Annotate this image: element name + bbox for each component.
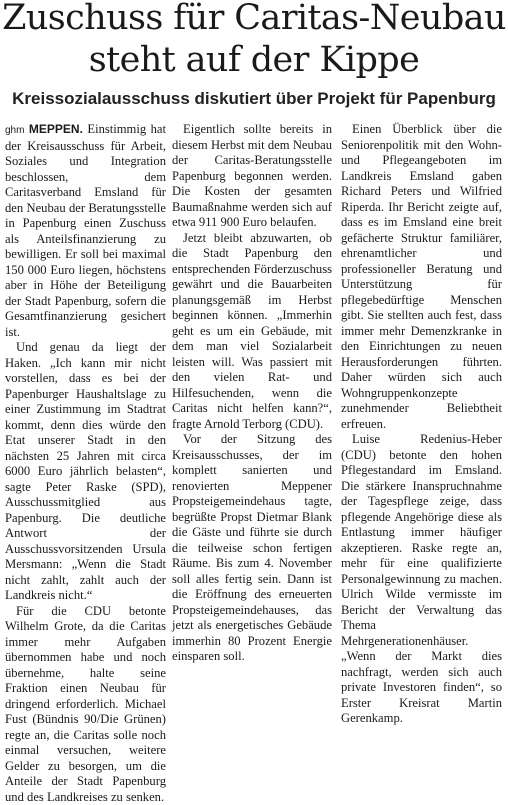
article-lead-paragraph [5,122,166,340]
paragraph-6: Vor der Sitzung des Kreisausschusses, der im komplett sanierten und renovierten Meppener Propsteigemeindehaus tagte, begrüßte Propst Dietmar Blank die Gäste und führte sie durch die teilweise schon fertigen Räume. Bis zum 4. November soll alles fertig sein. Dann ist die Eröffnung des erneuerten Propsteigemeindehauses, das jetzt als energetisches Gebäude immerhin 80 Prozent Energie einsparen soll. [172,432,332,665]
article-column-1 [5,122,166,664]
paragraph-8: Luise Redenius-Heber (CDU) betonte den hohen Pflegestandard im Emsland. Die stärkere Inanspruchnahme der Tagespflege zeige, dass pflegende Angehörige diese als Entlastung immer häufiger akzeptieren. Raske regte an, mehr für eine qualifizierte Personalgewinnung zu machen. Ulrich Wilde vermisste im Bericht der Verwaltung das Thema Mehrgenerationenhäuser. „Wenn der Markt dies nachfragt, werden sich auch private Investoren finden“, so Erster Kreisrat Martin Gerenkamp. [341,432,502,727]
headline-line-1: Zuschuss für Caritas-Neubau [0,0,508,39]
article-column-2 [172,122,332,664]
paragraph-5: Jetzt bleibt abzuwarten, ob die Stadt Papenburg den entsprechenden Förderzuschuss gewährt und die Bauarbeiten planungsgemäß im Herbst beginnen können. „Immerhin geht es um ein Gebäude, mit dem man viel Sozialarbeit leisten will. Was passiert mit den vielen Rat- und Hilfesuchenden, wenn die Caritas nicht helfen kann?“, fragte Arnold Terborg (CDU). [172,231,332,433]
paragraph-7: Einen Überblick über die Seniorenpolitik mit den Wohn- und Pflegeangeboten im Landkreis Emsland gaben Richard Peters und Wilfried Riperda. Ihr Bericht zeigte auf, dass es im Emsland eine breit gefächerte Struktur familiärer, ehrenamtlicher und professioneller Beratung und Unterstützung für pflegebedürftige Menschen gibt. Sie stellten auch fest, dass immer mehr Demenzkranke in den Einrichtungen zu neuen Herausforderungen führten. Daher würden sich auch Wohngruppenkonzepte zunehmender Beliebtheit erfreuen. [341,122,502,432]
paragraph-1-text: Einstimmig hat der Kreisausschuss für Arbeit, Soziales und Integration beschlossen, dem Caritasverband Emsland für den Neubau der Beratungsstelle in Papenburg einen Zuschuss als Anteilsfinanzierung zu bewilligen. Er soll bei maximal 150 000 Euro liegen, höchstens aber in Höhe der Beteiligung der Stadt Papenburg, sofern die Gesamtfinanzierung gesichert ist. [5,122,166,339]
paragraph-4: Eigentlich sollte bereits in diesem Herbst mit dem Neubau der Caritas-Beratungsstelle Papenburg begonnen werden. Die Kosten der gesamten Baumaßnahme werden sich auf etwa 911 900 Euro belaufen. [172,122,332,231]
author-initials: ghm [5,125,24,136]
dateline: MEPPEN. [29,122,83,136]
headline-line-2: steht auf der Kippe [0,40,508,81]
paragraph-2: Und genau da liegt der Haken. „Ich kann mir nicht vorstellen, dass es bei der Papenburger Haushaltslage zu einer Zustimmung im Stadtrat kommt, denn dies würde den Etat unserer Stadt in den nächsten 25 Jahren mit circa 6000 Euro jährlich belasten“, sagte Peter Raske (SPD), Ausschussmitglied aus Papenburg. Die deutliche Antwort der Ausschussvorsitzenden Ursula Mersmann: „Wenn die Stadt nicht zahlt, zahlt auch der Landkreis nicht.“ [5,340,166,604]
paragraph-3: Für die CDU betonte Wilhelm Grote, da die Caritas immer mehr Aufgaben übernommen habe und noch übernehme, halte seine Fraktion einen Neubau für dringend erforderlich. Michael Fust (Bündnis 90/Die Grünen) regte an, die Caritas solle noch einmal versuchen, weitere Gelder zu besorgen, um die Anteile der Stadt Papenburg und des Landkreises zu senken. [5,604,166,805]
subheadline: Kreissozialausschuss diskutiert über Projekt für Papenburg [0,88,508,110]
article-column-3 [341,122,502,664]
